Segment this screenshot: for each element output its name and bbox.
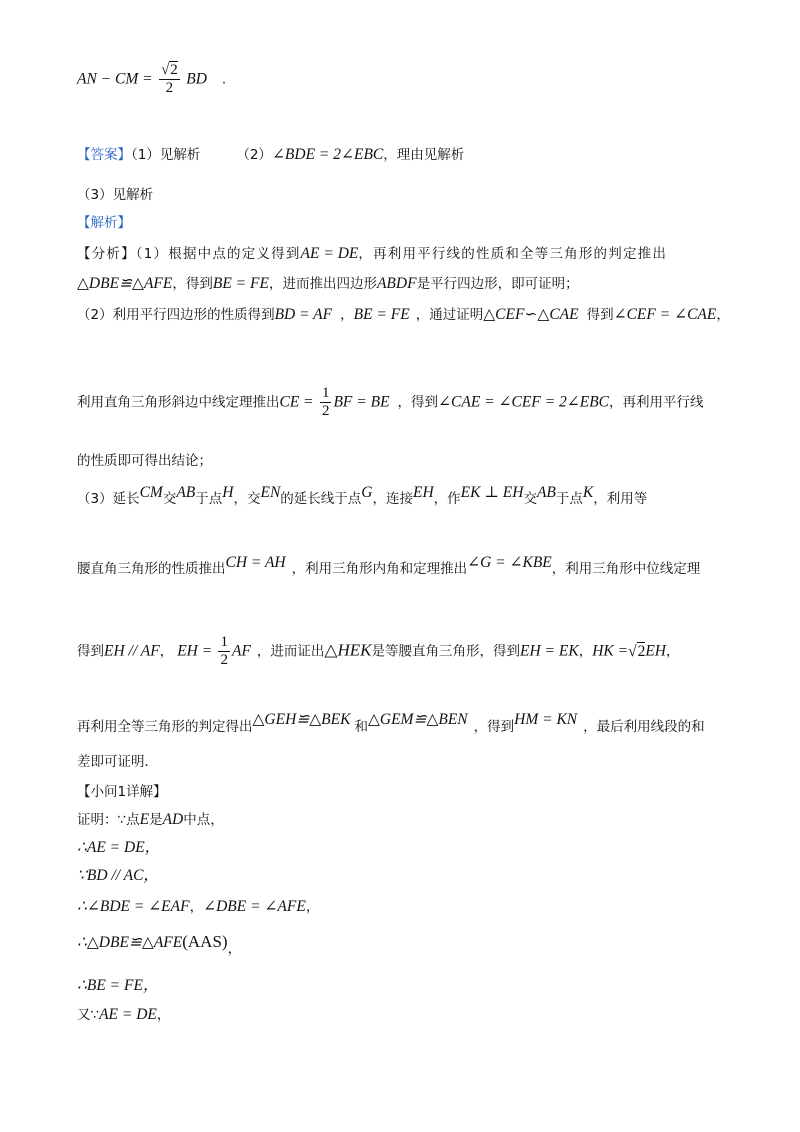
answer-line — [77, 145, 464, 165]
sqrt-two: √2 — [628, 642, 646, 660]
answer-tag: 【答案】 — [77, 147, 131, 163]
formula-an-cm: AN − CM = $\frac{√2}{2}$ BD . — [77, 62, 227, 96]
detail-line-4: ∴∠BDE = ∠EAF，∠DBE = ∠AFE， — [77, 898, 320, 915]
analysis-tag: 【解析】 — [77, 215, 131, 231]
analysis-line-7: 腰直角三角形的性质推出CH = AH ，利用三角形内角和定理推出∠G = ∠KBE，利用三角形中位线定理 — [77, 554, 701, 577]
analysis-line-10: 差即可证明． — [77, 754, 158, 770]
detail-line-5: ∴△DBE≌△AFE(AAS)， — [77, 932, 242, 957]
answer-part1: （1）见解析 — [131, 147, 201, 163]
answer-part2-math: ∠BDE = 2∠EBC — [271, 146, 384, 163]
detail-line-7: 又∵AE = DE， — [77, 1006, 171, 1023]
analysis-line-3: （2）利用平行四边形的性质得到BD = AF ，BE = FE ，通过证明△CEF∽△CAE 得到∠CEF = ∠CAE， — [77, 306, 730, 323]
analysis-line-5: 的性质即可得出结论； — [77, 453, 212, 469]
detail-line-2: ∴AE = DE， — [77, 839, 161, 856]
one-half-fraction: $\frac{1}{2}$ — [321, 385, 330, 419]
analysis-line-8: 得到EH // AF， EH = $\frac{1}{2}$ AF ，进而证出△HEK是等腰直角三角形，得到EH = EK，HK =√2EH， — [77, 634, 680, 668]
answer-part2-prefix: （2） — [236, 147, 272, 163]
fraction-denominator: 2 — [165, 80, 174, 96]
analysis-line-2: △DBE≌△AFE，得到BE = FE，进而推出四边形ABDF是平行四边形，即可证明； — [77, 275, 579, 292]
one-half-fraction: $\frac{1}{2}$ — [220, 634, 228, 668]
formula-right: BD — [186, 70, 207, 88]
formula-left: AN − CM = — [77, 70, 153, 88]
answer-part3: （3）见解析 — [77, 187, 154, 203]
analysis-line-9: 再利用全等三角形的判定得出△GEH≌△BEK 和△GEM≌△BEN ，得到HM = KN ，最后利用线段的和 — [77, 711, 705, 735]
detail-line-3: ∵BD // AC， — [77, 867, 159, 884]
detail-line-6: ∴BE = FE， — [77, 977, 159, 994]
detail-line-1: 证明：∵点E是AD中点， — [77, 811, 224, 828]
analysis-line-1: 【分析】（1）根据中点的定义得到AE = DE，再利用平行线的性质和全等三角形的判定推出 — [77, 245, 668, 262]
analysis-line-4: 利用直角三角形斜边中线定理推出CE = $\frac{1}{2}$ BF = BE ，得到∠CAE = ∠CEF = 2∠EBC，再利用平行线 — [77, 385, 704, 419]
analysis-line-6: （3）延长CM交AB于点H，交EN的延长线于点G，连接EH，作EK ⊥ EH交AB于点K，利用等 — [77, 484, 648, 507]
detail-tag: 【小问1详解】 — [77, 784, 167, 800]
sqrt2-over-2-fraction: $\frac{√2}{2}$ — [161, 62, 178, 96]
sqrt-radicand: 2 — [170, 62, 178, 78]
answer-part2-suffix: ，理由见解析 — [383, 147, 465, 163]
